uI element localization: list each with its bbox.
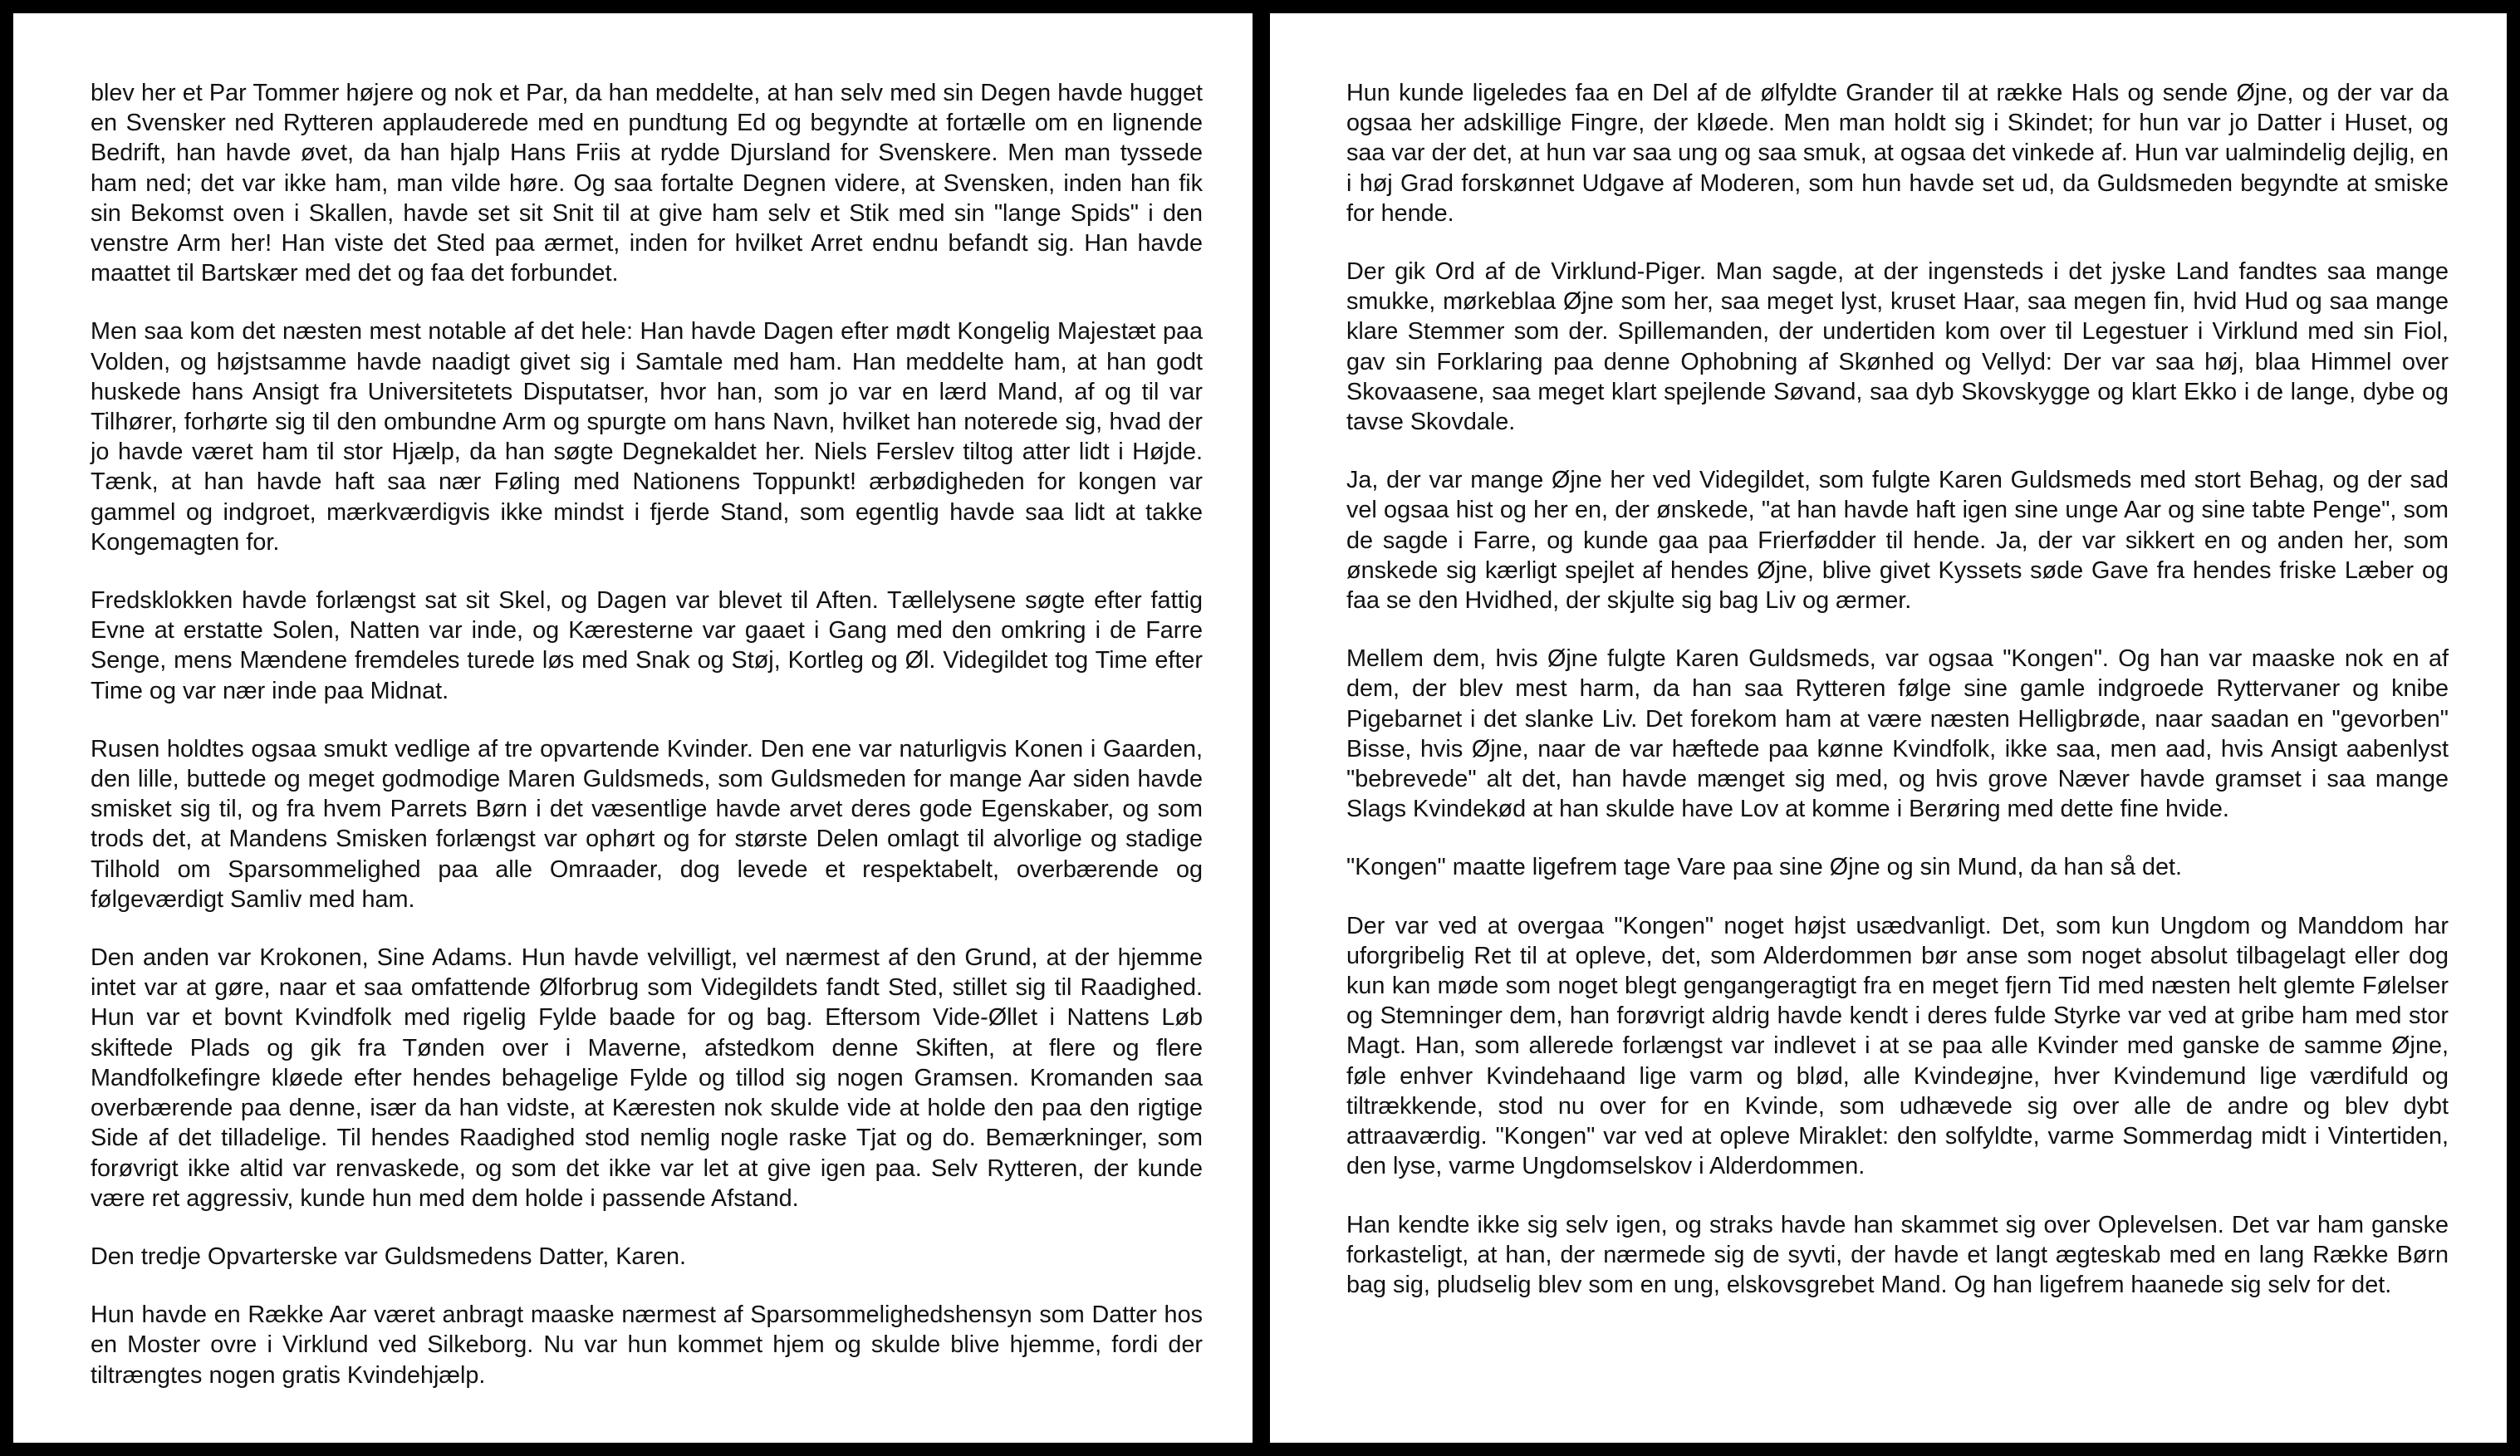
left-paragraph-2: Men saa kom det næsten mest notable af det hele: Han havde Dagen efter mødt Kongelig Majestæt paa Volden, og højstsamme havde naadigt givet sig i Samtale med ham. Han meddelte ham, at han godt huskede hans Ansigt fra Universitetets Disputatser, hvor han, som jo var en lærd Mand, af og til var Tilhører, forhørte sig til den ombundne Arm og spurgte om hans Navn, hvilket han noterede sig, hvad der jo havde været ham til stor Hjælp, da han søgte Degnekaldet her. Niels Ferslev tiltog atter lidt i Højde. Tænk, at han havde haft saa nær Føling med Nationens Toppunkt! ærbødigheden for kongen var gammel og indgroet, mærkværdigvis ikke mindst i fjerde Stand, som egentlig havde saa lidt at takke Kongemagten for. <box>91 318 1203 556</box>
right-page <box>1270 13 2507 1443</box>
right-paragraph-7: Han kendte ikke sig selv igen, og straks havde han skammet sig over Oplevelsen. Det var ham ganske forkasteligt, at han, der nærmede sig de syvti, der havde et langt ægteskab med en lang Række Børn bag sig, pludselig blev som en ung, elskovsgrebet Mand. Og han ligefrem haanede sig selv for det. <box>1346 1211 2449 1298</box>
left-paragraph-4: Rusen holdtes ogsaa smukt vedlige af tre opvartende Kvinder. Den ene var naturligvis Konen i Gaarden, den lille, buttede og meget godmodige Maren Guldsmeds, som Guldsmeden for mange Aar siden havde smisket sig til, og fra hvem Parrets Børn i det væsentlige havde arvet deres gode Egenskaber, og som trods det, at Mandens Smisken forlængst var ophørt og for største Delen omlagt til alvorlige og stadige Tilhold om Sparsommelighed paa alle Omraader, dog levede et respektabelt, overbærende og følgeværdigt Samliv med ham. <box>91 735 1203 913</box>
left-page <box>13 13 1253 1443</box>
left-paragraph-5: Den anden var Krokonen, Sine Adams. Hun havde velvilligt, vel nærmest af den Grund, at der hjemme intet var at gøre, naar et saa omfattende Ølforbrug som Videgildets fandt Sted, stillet sig til Raadighed. Hun var et bovnt Kvindfolk med rigelig Fylde baade for og bag. Eftersom Vide-Øllet i Nattens Løb skiftede Plads og gik fra Tønden over i Maverne, afstedkom denne Skiften, at flere og flere Mandfolkefingre kløede efter hendes behagelige Fylde og tillod sig nogen Gramsen. Kromanden saa overbærende paa denne, især da han vidste, at Kæresten nok skulde vide at holde den paa den rigtige Side af det tilladelige. Til hendes Raadighed stod nemlig nogle raske Tjat og do. Bemærkninger, som forøvrigt ikke altid var renvaskede, og som det ikke var let at give igen paa. Selv Rytteren, der kunde være ret aggressiv, kunde hun med dem holde i passende Afstand. <box>91 944 1203 1212</box>
left-paragraph-1: blev her et Par Tommer højere og nok et Par, da han meddelte, at han selv med sin Degen havde hugget en Svensker ned Rytteren applauderede med en pundtung Ed og begyndte at fortælle om en lignende Bedrift, han havde øvet, da han hjalp Hans Friis at rydde Djursland for Svenskere. Men man tyssede ham ned; det var ikke ham, man vilde høre. Og saa fortalte Degnen videre, at Svensken, inden han fik sin Bekomst oven i Skallen, havde set sit Snit til at give ham selv et Stik med sin "lange Spids" i den venstre Arm her! Han viste det Sted paa ærmet, inden for hvilket Arret endnu befandt sig. Han havde maattet til Bartskær med det og faa det forbundet. <box>91 80 1203 287</box>
left-paragraph-7: Hun havde en Række Aar været anbragt maaske nærmest af Sparsommelighedshensyn som Datter hos en Moster ovre i Virklund ved Silkeborg. Nu var hun kommet hjem og skulde blive hjemme, fordi der tiltrængtes nogen gratis Kvindehjælp. <box>91 1302 1203 1389</box>
right-paragraph-3: Ja, der var mange Øjne her ved Videgildet, som fulgte Karen Guldsmeds med stort Behag, og der sad vel ogsaa hist og her en, der ønskede, "at han havde haft igen sine unge Aar og sine tabte Penge", som de sagde i Farre, og kunde gaa paa Frierfødder til hende. Ja, der var sikkert en og anden her, som ønskede sig kærligt spejlet af hendes Øjne, blive givet Kyssets søde Gave fra hendes friske Læber og faa se den Hvidhed, der skjulte sig bag Liv og ærmer. <box>1346 467 2449 615</box>
right-paragraph-6: Der var ved at overgaa "Kongen" noget højst usædvanligt. Det, som kun Ungdom og Manddom har uforgribelig Ret til at opleve, det, som Alderdommen bør anse som noget absolut tilbagelagt eller dog kun kan møde som noget blegt gengangeragtigt fra en meget fjern Tid med næsten helt glemte Følelser og Stemninger dem, han forøvrigt aldrig havde kendt i deres fulde Styrke var ved at gribe ham med stor Magt. Han, som allerede forlængst var indlevet i at se paa alle Kvinder med ganske de samme Øjne, føle enhver Kvindehaand lige varm og blød, alle Kvindeøjne, hver Kvindemund lige værdifuld og tiltrækkende, stod nu over for en Kvinde, som udhævede sig over alle de andre og blev dybt attraaværdig. "Kongen" var ved at opleve Miraklet: den solfyldte, varme Sommerdag midt i Vintertiden, den lyse, varme Ungdomselskov i Alderdommen. <box>1346 912 2449 1180</box>
right-paragraph-1: Hun kunde ligeledes faa en Del af de ølfyldte Grander til at række Hals og sende Øjne, og der var da ogsaa her adskillige Fingre, der kløede. Men man holdt sig i Skindet; for hun var jo Datter i Huset, og saa var der det, at hun var saa ung og saa smuk, at ogsaa det vinkede af. Hun var ualmindelig dejlig, en i høj Grad forskønnet Udgave af Moderen, som hun havde set ud, da Guldsmeden begyndte at smiske for hende. <box>1346 80 2449 227</box>
right-paragraph-2: Der gik Ord af de Virklund-Piger. Man sagde, at der ingensteds i det jyske Land fandtes saa mange smukke, mørkeblaa Øjne som her, saa meget lyst, kruset Haar, saa megen fin, hvid Hud og saa mange klare Stemmer som der. Spillemanden, der undertiden kom over til Legestuer i Virklund med sin Fiol, gav sin Forklaring paa denne Ophobning af Skønhed og Vellyd: Der var saa høj, blaa Himmel over Skovaasene, saa meget klart spejlende Søvand, saa dyb Skovskygge og klart Ekko i de lange, dybe og tavse Skovdale. <box>1346 258 2449 436</box>
left-paragraph-3: Fredsklokken havde forlængst sat sit Skel, og Dagen var blevet til Aften. Tællelysene søgte efter fattig Evne at erstatte Solen, Natten var inde, og Kæresterne var gaaet i Gang med den omkring i de Farre Senge, mens Mændene fremdeles turede løs med Snak og Støj, Kortleg og Øl. Videgildet tog Time efter Time og var nær inde paa Midnat. <box>91 587 1203 704</box>
left-paragraph-6: Den tredje Opvarterske var Guldsmedens Datter, Karen. <box>91 1243 687 1270</box>
right-paragraph-4: Mellem dem, hvis Øjne fulgte Karen Guldsmeds, var ogsaa "Kongen". Og han var maaske nok en af dem, der blev mest harm, da han saa Rytteren følge sine gamle indgroede Ryttervaner og knibe Pigebarnet i det slanke Liv. Det forekom ham at være næsten Helligbrøde, naar saadan en "gevorben" Bisse, hvis Øjne, naar de var hæftede paa kønne Kvindfolk, ikke saa, men aad, hvis Ansigt aabenlyst "bebrevede" alt det, han havde mænget sig med, og hvis grove Næver havde gramset i saa mange Slags Kvindekød at han skulde have Lov at komme i Berøring med dette fine hvide. <box>1346 645 2449 823</box>
right-paragraph-5: "Kongen" maatte ligefrem tage Vare paa sine Øjne og sin Mund, da han så det. <box>1346 854 2183 881</box>
